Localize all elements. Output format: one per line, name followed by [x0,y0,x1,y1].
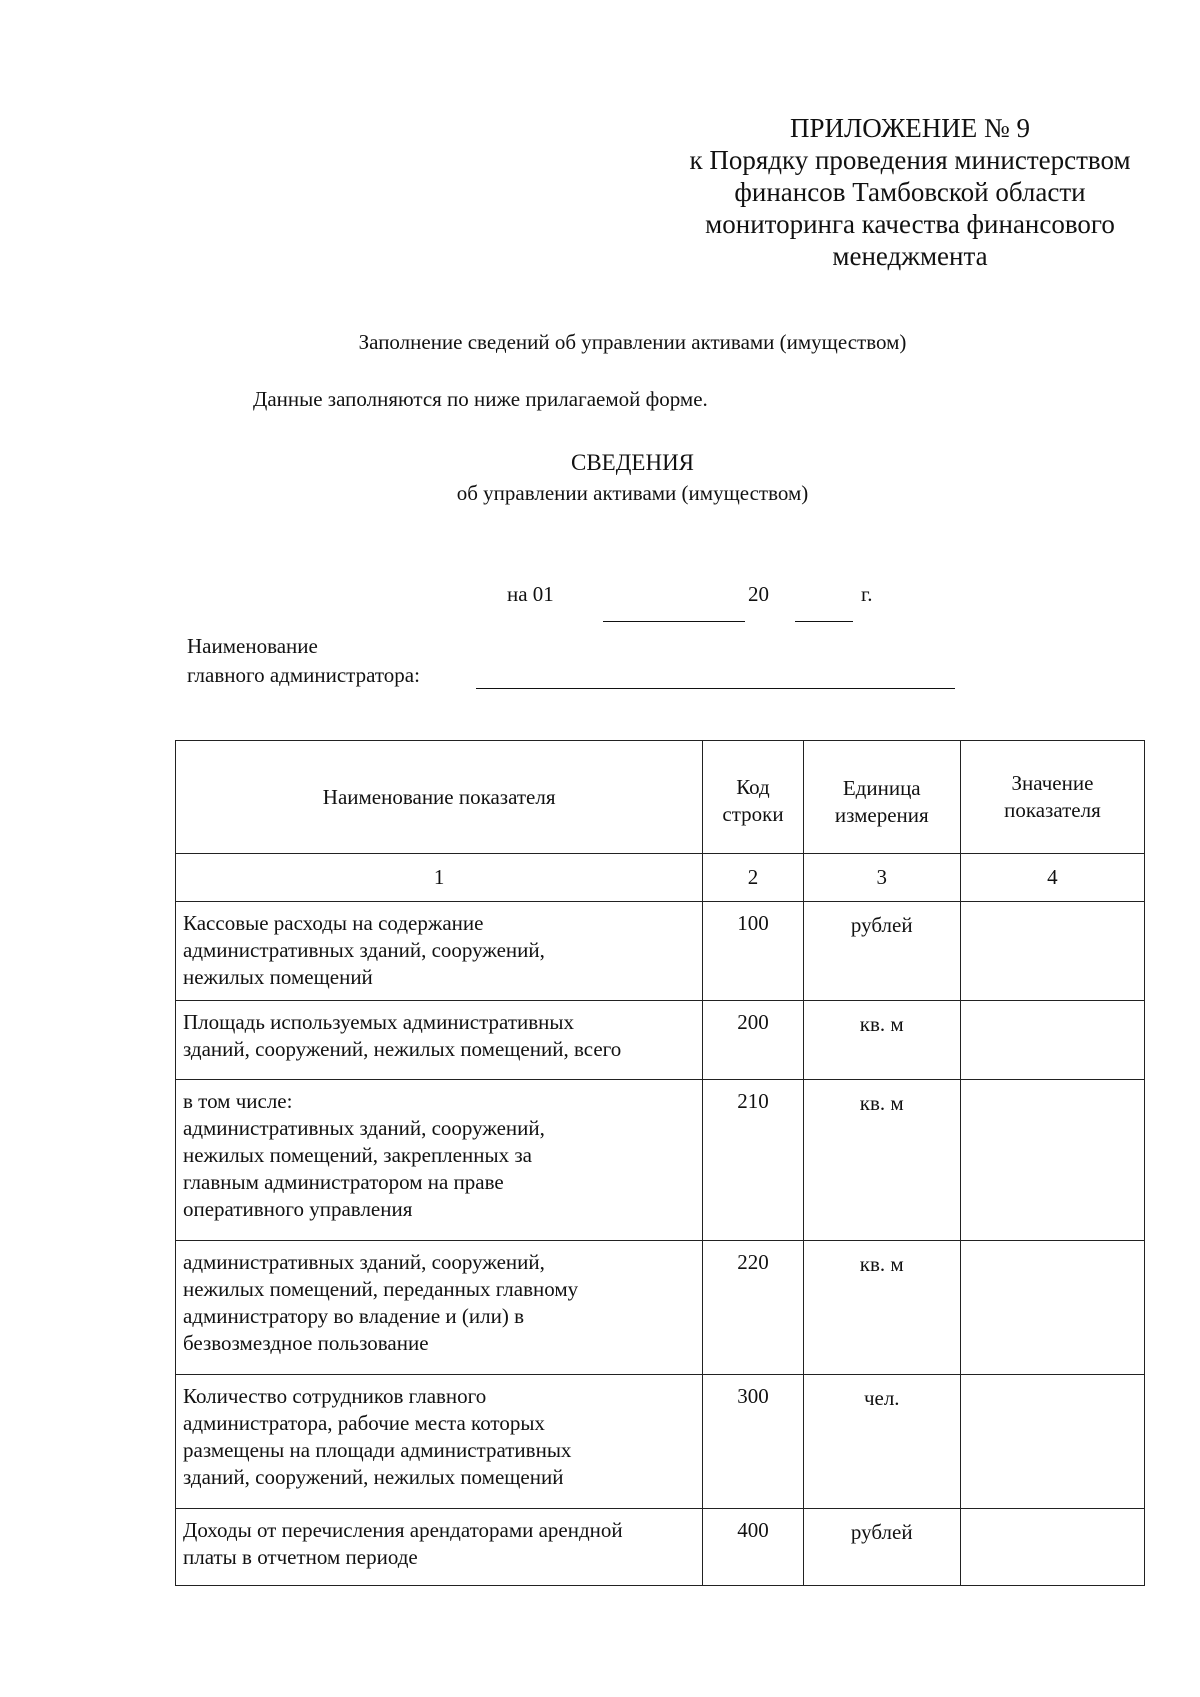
table-row [176,902,1145,1001]
appendix-block [660,112,1160,272]
date-suffix: г. [861,582,873,606]
appendix-line-1: к Порядку проведения министерством [689,145,1131,175]
row-200-name-line-1: Площадь используемых административных [183,1010,574,1034]
row-200-name-line-2: зданий, сооружений, нежилых помещений, всего [183,1037,622,1061]
intro-note: Данные заполняются по ниже прилагаемой форме. [253,387,708,411]
header-value-line-2: показателя [1004,798,1101,822]
row-400-name [176,1509,703,1586]
row-210-code: 210 [703,1080,803,1241]
admin-label-line-2: главного администратора: [187,663,420,687]
column-number-3: 3 [803,854,960,902]
admin-label-line-1: Наименование [187,634,318,658]
row-100-name-line-2: административных зданий, сооружений, [183,938,545,962]
row-300-name [176,1375,703,1509]
table-row [176,1080,1145,1241]
row-220-unit: кв. м [803,1241,960,1375]
row-300-code: 300 [703,1375,803,1509]
row-100-value[interactable] [960,902,1144,1001]
column-number-row [176,854,1145,902]
row-400-unit: рублей [803,1509,960,1586]
row-300-name-line-1: Количество сотрудников главного [183,1384,487,1408]
column-number-2: 2 [703,854,803,902]
row-300-value[interactable] [960,1375,1144,1509]
appendix-line-4: менеджмента [832,241,988,271]
row-210-name [176,1080,703,1241]
date-century: 20 [748,582,769,606]
row-210-name-line-1: в том числе: [183,1089,293,1113]
header-value-line-1: Значение [1011,771,1094,795]
date-prefix: на 01 [507,582,554,606]
form-heading: СВЕДЕНИЯ [570,450,695,475]
row-400-name-line-1: Доходы от перечисления арендаторами арендной [183,1518,623,1542]
row-300-name-line-3: размещены на площади административных [183,1438,572,1462]
row-300-unit: чел. [803,1375,960,1509]
row-210-name-line-3: нежилых помещений, закрепленных за [183,1143,532,1167]
row-200-value[interactable] [960,1001,1144,1080]
form-subheading: об управлении активами (имуществом) [456,481,809,505]
appendix-line-2: финансов Тамбовской области [734,177,1086,207]
header-code-line-2: строки [722,801,784,826]
row-220-name-line-3: администратору во владение и (или) в [183,1304,525,1328]
row-210-name-line-4: главным администратором на праве [183,1170,504,1194]
header-code-line-1: Код [736,774,770,799]
row-220-name-line-2: нежилых помещений, переданных главному [183,1277,579,1301]
row-300-name-line-2: администратора, рабочие места которых [183,1411,545,1435]
intro-title: Заполнение сведений об управлении активами (имуществом) [358,330,907,354]
row-400-code: 400 [703,1509,803,1586]
row-220-value[interactable] [960,1241,1144,1375]
row-100-code: 100 [703,902,803,1001]
table-header-row [176,741,1145,854]
header-unit-line-1: Единица [842,775,921,800]
row-400-name-line-2: платы в отчетном периоде [183,1545,418,1569]
row-210-name-line-5: оперативного управления [183,1197,413,1221]
appendix-line-3: мониторинга качества финансового [705,209,1115,239]
header-name [176,741,703,854]
table-row [176,1241,1145,1375]
row-100-name-line-1: Кассовые расходы на содержание [183,911,484,935]
row-200-unit: кв. м [803,1001,960,1080]
row-200-code: 200 [703,1001,803,1080]
row-100-name-line-3: нежилых помещений [183,965,373,989]
row-210-unit: кв. м [803,1080,960,1241]
column-number-4: 4 [960,854,1144,902]
table-row [176,1375,1145,1509]
table-row [176,1509,1145,1586]
row-220-name [176,1241,703,1375]
row-220-code: 220 [703,1241,803,1375]
appendix-title: ПРИЛОЖЕНИЕ № 9 [789,113,1031,143]
admin-name-blank[interactable] [476,688,955,689]
row-210-name-line-2: административных зданий, сооружений, [183,1116,545,1140]
row-220-name-line-1: административных зданий, сооружений, [183,1250,545,1274]
row-200-name [176,1001,703,1080]
row-300-name-line-4: зданий, сооружений, нежилых помещений [183,1465,564,1489]
header-unit [803,741,960,854]
date-day-blank[interactable] [603,621,745,622]
header-code [703,741,803,854]
row-220-name-line-4: безвозмездное пользование [183,1331,429,1355]
header-unit-line-2: измерения [834,802,929,827]
column-number-1: 1 [176,854,703,902]
date-year-blank[interactable] [795,621,853,622]
row-210-value[interactable] [960,1080,1144,1241]
indicators-table [175,740,1145,1586]
row-400-value[interactable] [960,1509,1144,1586]
row-100-name [176,902,703,1001]
header-value [960,741,1144,854]
table-row [176,1001,1145,1080]
header-name-text: Наименование показателя [322,784,556,809]
row-100-unit: рублей [803,902,960,1001]
